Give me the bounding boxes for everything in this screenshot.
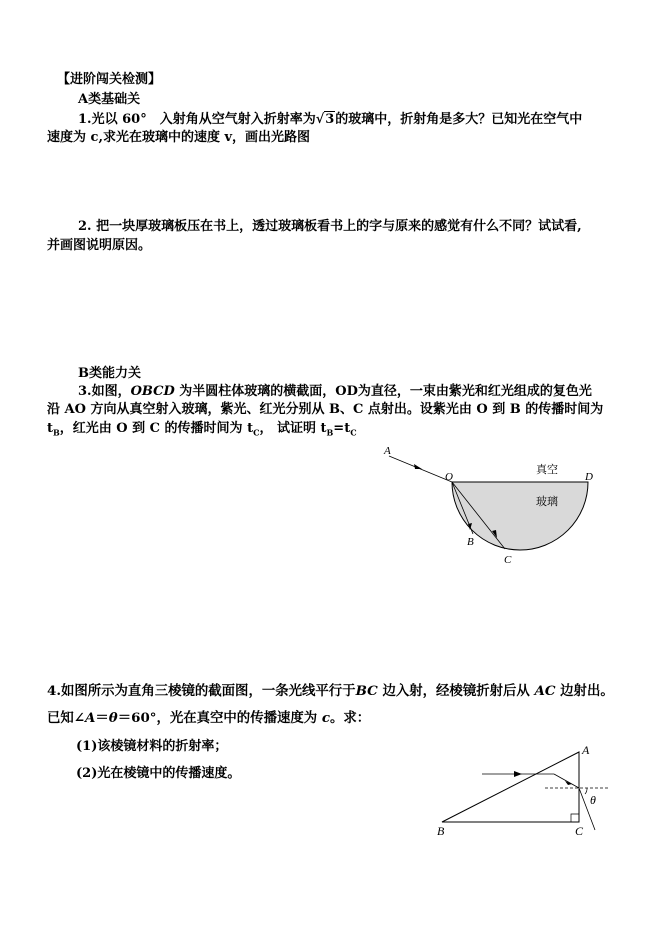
q4-text-a: 4.如图所示为直角三棱镜的截面图，一条光线平行于 [47, 683, 356, 699]
sqrt-3 [316, 111, 336, 128]
class-b-title: B类能力关 [78, 366, 141, 381]
q4-text-b: 边入射，经棱镜折射后从 [377, 683, 535, 699]
q4-ac: AC [534, 683, 556, 699]
q3-t: t [47, 421, 54, 436]
q4-text-c: 边射出。 [555, 683, 614, 699]
q4-l2-eq: ＝ [95, 710, 109, 726]
q3-line2: 沿 AO 方向从真空射入玻璃，紫光、红光分别从 B、C 点射出。设紫光由 O 到 B 的传播时间为 [47, 402, 604, 417]
q4-theta: θ [108, 710, 118, 726]
radical-sign: √ [315, 112, 325, 127]
q2-line2: 并画图说明原因。 [47, 238, 152, 253]
q4-l2-b: ＝60°，光在真空中的传播速度为 [117, 710, 322, 726]
class-a-title: A类基础关 [78, 92, 141, 107]
theta-arc [585, 788, 587, 794]
label-c: C [575, 824, 584, 838]
q3-sub-c2: C [350, 427, 357, 438]
label-vacuum: 真空 [536, 464, 558, 476]
q3-line3 [47, 420, 357, 442]
prism-triangle [442, 752, 579, 822]
q1-line1 [78, 111, 582, 128]
q4-sub2: (2)光在棱镜中的传播速度。 [76, 766, 241, 781]
q3-eq: =t [333, 421, 351, 436]
refracted-ray [554, 774, 579, 788]
label-theta: θ [590, 793, 596, 807]
label-d: D [585, 471, 593, 483]
q3-line1-suffix: 为半圆柱体玻璃的横截面，OD为直径，一束由紫光和红光组成的复色光 [174, 384, 592, 399]
q3-obcd: OBCD [130, 384, 175, 399]
incident-arrow [414, 464, 422, 469]
q2-line1: 2. 把一块厚玻璃板压在书上，透过玻璃板看书上的字与原来的感觉有什么不同？试试看, [78, 219, 582, 234]
label-b: B [467, 536, 474, 548]
label-c: C [504, 554, 512, 566]
figure-semicircle-glass [375, 438, 605, 573]
q4-bc: BC [355, 683, 378, 699]
q1-text-part2: 的玻璃中，折射角是多大？已知光在空气中 [335, 112, 583, 127]
label-glass: 玻璃 [536, 496, 558, 508]
q3-sub-c: C [253, 427, 260, 438]
label-a: A [384, 445, 391, 457]
q4-angle-a: A [85, 710, 96, 726]
right-angle-mark [571, 814, 579, 822]
radicand: 3 [325, 112, 335, 127]
q3-sub-b: B [53, 427, 60, 438]
q1-line2: 速度为 c,求光在玻璃中的速度 v，画出光路图 [47, 130, 311, 145]
q4-line2 [47, 710, 370, 727]
label-o: O [445, 471, 453, 483]
label-b: B [437, 824, 445, 838]
q3-sub-b2: B [326, 427, 334, 438]
q4-l2-d: 。求： [329, 710, 371, 726]
q4-c: c [321, 710, 330, 726]
label-a: A [582, 743, 590, 757]
section-title: 【进阶闯关检测】 [57, 72, 162, 87]
incident-arrow [514, 771, 522, 777]
q3-mid: ，红光由 O 到 C 的传播时间为 t [59, 421, 254, 436]
figure-prism [432, 738, 622, 840]
q3-end: ， 试证明 t [259, 421, 327, 436]
q1-text-part1: 1.光以 60° 入射角从空气射入折射率为 [78, 112, 316, 127]
q4-line1 [47, 683, 614, 700]
refracted-arrow [565, 781, 572, 785]
q3-prefix: 3.如图， [78, 384, 131, 399]
q3-line1 [78, 383, 592, 400]
q4-l2-a: 已知∠ [47, 710, 86, 726]
q4-sub1: (1)该棱镜材料的折射率； [76, 739, 228, 754]
